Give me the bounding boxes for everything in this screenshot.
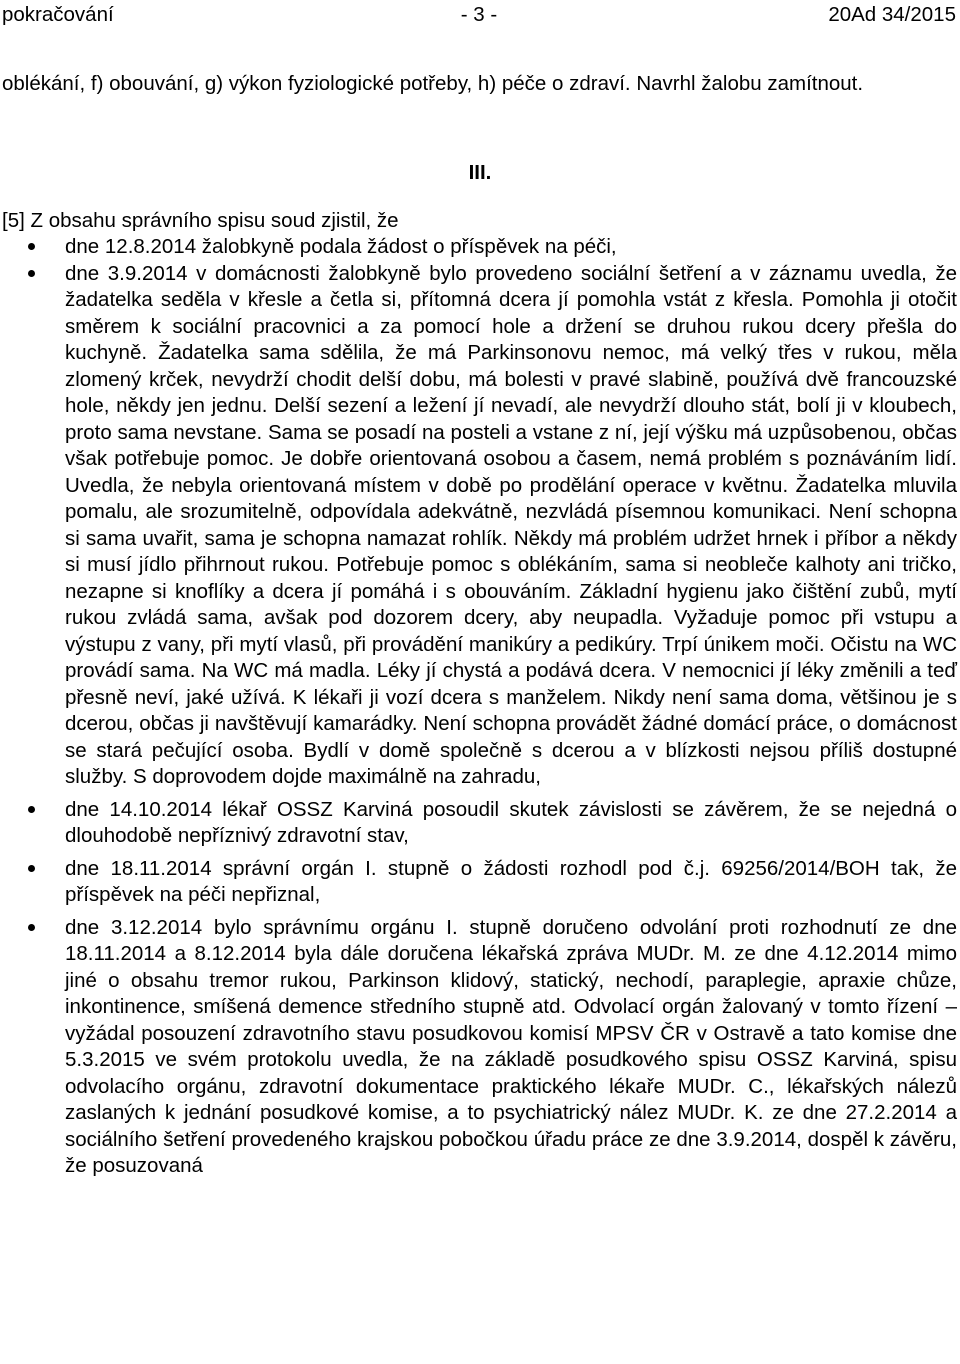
page-header: [0, 2, 958, 30]
list-item: [0, 234, 960, 261]
bullet-icon: [28, 806, 35, 813]
bullet-icon: [28, 865, 35, 872]
list-item-text: dne 12.8.2014 žalobkyně podala žádost o příspěvek na péči,: [65, 235, 617, 258]
list-item: [0, 856, 960, 909]
intro-paragraph: oblékání, f) obouvání, g) výkon fyziologické potřeby, h) péče o zdraví. Navrhl žalobu zamítnout.: [2, 72, 864, 95]
list-item-text: dne 3.9.2014 v domácnosti žalobkyně bylo provedeno sociální šetření a v záznamu uvedla, že žadatelka seděla v křesle a četla si, přítomná dcera jí pomohla vstát z křesla. Pomohla ji otočit směrem k sociální pracovnici a za pomocí hole a držení se druhou rukou dcery přešla do kuchyně. Žadatelka sama sdělila, že má Parkinsonovu nemoc, má velký třes v rukou, měla zlomený krček, nevydrží chodit delší dobu, má bolesti v pravé slabině, používá dvě francouzské hole, někdy jen jednu. Delší sezení a ležení jí nevadí, ale nevydrží dlouho stát, bolí ji v kloubech, proto sama nevstane. Sama se posadí na posteli a vstane z ní, její výšku má uzpůsobenou, občas však potřebuje pomoc. Je dobře orientovaná osobou a časem, nemá problém s poznáváním lidí. Uvedla, že nebyla orientovaná místem v době po prodělání operace v květnu. Žadatelka mluvila pomalu, ale srozumitelně, odpovídala adekvátně, nezvládá písemnou komunikaci. Není schopna si sama uvařit, sama je schopna namazat rohlík. Někdy má problém udržet hrnek i příbor a někdy si musí jídlo přihrnout rukou. Potřebuje pomoc s oblékáním, sama si neobleče kalhoty ani tričko, nezapne si knoflíky a dcera jí pomáhá i s obouváním. Základní hygienu jako čištění zubů, mytí rukou zvládá sama, avšak pod dozorem dcery, aby neupadla. Vyžaduje pomoc při vstupu a výstupu z vany, při mytí vlasů, při provádění manikúry a pedikúry. Trpí únikem moči. Očistu na WC provádí sama. Na WC má madla. Léky jí chystá a podává dcera. V nemocnici jí léky změnili a teď přesně neví, jaké užívá. K lékaři ji vozí dcera s manželem. Nikdy není sama doma, většinou je s dcerou, občas ji navštěvují kamarádky. Není schopna provádět žádné domácí práce, o domácnost se stará pečující osoba. Bydlí v domě společně s dcerou a v blízkosti nejsou příliš dostupné služby. S doprovodem dojde maximálně na zahradu,: [65, 261, 957, 788]
list-item-text: dne 3.12.2014 bylo správnímu orgánu I. stupně doručeno odvolání proti rozhodnutí ze dne 18.11.2014 a 8.12.2014 byla dále doručena lékařská zpráva MUDr. M. ze dne 4.12.2014 mimo jiné o obsahu tremor rukou, Parkinson klidový, statický, nechodí, paraplegie, apraxie chůze, inkontinence, smíšená demence středního stupně atd. Odvolací orgán žalovaný v tomto řízení – vyžádal posouzení zdravotního stavu posudkovou komisí MPSV ČR v Ostravě a tato komise dne 5.3.2015 ve svém protokolu uvedla, že na základě posudkového spisu OSSZ Karviná, spisu odvolacího orgánu, zdravotní dokumentace praktického lékaře MUDr. C., lékařských nálezů zaslaných k jednání posudkové komise, a to psychiatrický nález MUDr. K. ze dne 27.2.2014 a sociálního šetření provedeného krajskou pobočkou úřadu práce ze dne 3.9.2014, dospěl k závěru, že posuzovaná: [65, 915, 957, 1177]
findings-list: [0, 234, 960, 1180]
list-item: [0, 797, 960, 850]
list-item: [0, 261, 960, 791]
bullet-icon: [28, 924, 35, 931]
header-continuation-label: pokračování: [2, 3, 114, 26]
bullet-icon: [28, 270, 35, 277]
header-page-number: - 3 -: [460, 3, 498, 26]
header-case-number: 20Ad 34/2015: [828, 3, 956, 26]
bullet-icon: [28, 243, 35, 250]
list-item: [0, 915, 960, 1180]
list-item-text: dne 14.10.2014 lékař OSSZ Karviná posoudil skutek závislosti se závěrem, že se nejedná o dlouhodobě nepříznivý zdravotní stav,: [65, 797, 957, 847]
list-item-text: dne 18.11.2014 správní orgán I. stupně o žádosti rozhodl pod č.j. 69256/2014/BOH tak, že příspěvek na péči nepřiznal,: [65, 856, 957, 906]
section-heading: III.: [468, 161, 492, 184]
paragraph-lead: [5] Z obsahu správního spisu soud zjistil, že: [2, 209, 399, 232]
